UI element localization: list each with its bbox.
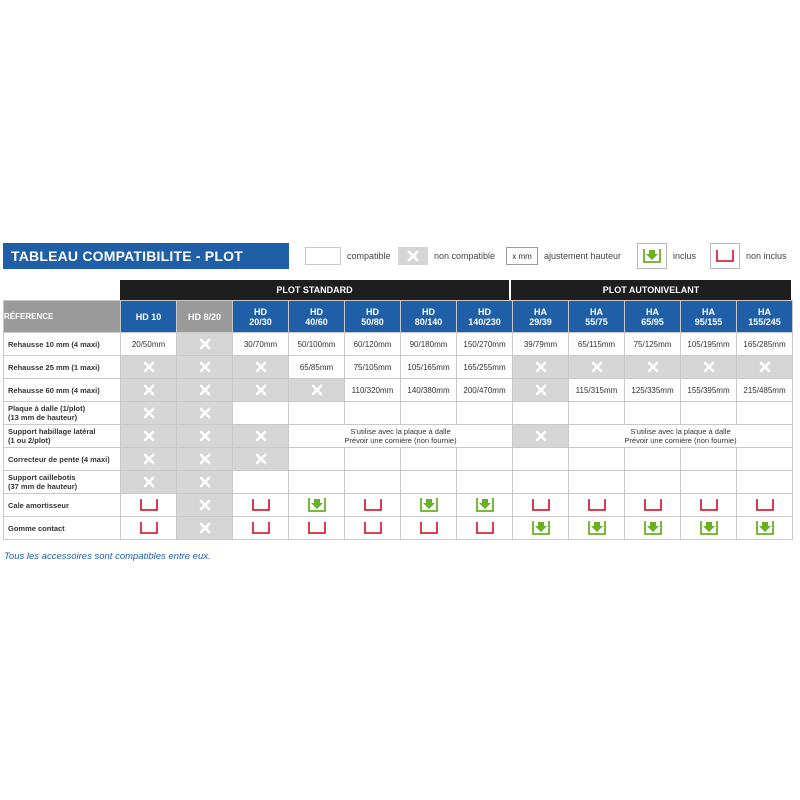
cross-icon [199, 453, 211, 465]
included-icon [531, 520, 551, 536]
cross-icon [255, 453, 267, 465]
non-compatible-cell [121, 402, 177, 425]
col-header [681, 301, 737, 333]
not-included-cell [513, 494, 569, 517]
not-included-icon [139, 498, 159, 512]
non-compatible-cell [121, 471, 177, 494]
cross-icon [199, 499, 211, 511]
row-label: Support caillebotis (37 mm de hauteur) [4, 471, 121, 494]
not-included-icon [139, 521, 159, 535]
non-compatible-cell [569, 356, 625, 379]
footer-note: Tous les accessoires sont compatibles entre eux. [4, 551, 211, 562]
reference-header: RÉFERENCE [4, 301, 121, 333]
table-cell [233, 471, 289, 494]
col-header-label: HD [254, 306, 267, 317]
col-header [625, 301, 681, 333]
cross-icon [591, 361, 603, 373]
non-compatible-cell [289, 379, 345, 402]
cross-icon [255, 430, 267, 442]
non-compatible-cell [177, 517, 233, 540]
col-header [289, 301, 345, 333]
cross-icon [199, 384, 211, 396]
non-compatible-cell [121, 379, 177, 402]
table-cell [289, 402, 345, 425]
table-cell: 105/195mm [681, 333, 737, 356]
included-cell [569, 517, 625, 540]
cross-icon [199, 476, 211, 488]
table-cell: 39/79mm [513, 333, 569, 356]
table-cell: 75/105mm [345, 356, 401, 379]
table-cell: 165/255mm [457, 356, 513, 379]
included-icon [419, 497, 439, 513]
included-cell [457, 494, 513, 517]
not-included-icon [643, 498, 663, 512]
non-compatible-cell [513, 379, 569, 402]
cross-icon [647, 361, 659, 373]
not-included-cell [289, 517, 345, 540]
col-header-sub: 140/230 [468, 316, 501, 327]
col-header [177, 301, 233, 333]
table-cell [737, 471, 793, 494]
included-cell [681, 517, 737, 540]
non-compatible-cell [177, 448, 233, 471]
table-cell: 215/485mm [737, 379, 793, 402]
legend-inclus [637, 243, 696, 269]
col-header-sub: 155/245 [748, 316, 781, 327]
col-header-sub: 29/39 [529, 316, 552, 327]
col-header [569, 301, 625, 333]
table-cell: 20/50mm [121, 333, 177, 356]
not-included-icon [251, 521, 271, 535]
table-cell: 65/115mm [569, 333, 625, 356]
table-cell: 140/380mm [401, 379, 457, 402]
table-cell [569, 402, 625, 425]
table-row [4, 402, 793, 425]
table-row [4, 356, 793, 379]
table-cell [401, 448, 457, 471]
col-header [457, 301, 513, 333]
table-cell [233, 402, 289, 425]
table-cell: 155/395mm [681, 379, 737, 402]
row-label: Rehausse 25 mm (1 maxi) [4, 356, 121, 379]
table-cell [401, 402, 457, 425]
legend-compatible-label: compatible [347, 251, 391, 261]
page-title: TABLEAU COMPATIBILITE - PLOT DALLE [3, 243, 289, 269]
not-included-icon [475, 521, 495, 535]
table-cell [345, 471, 401, 494]
included-cell [625, 517, 681, 540]
col-header [233, 301, 289, 333]
col-header-sub: 55/75 [585, 316, 608, 327]
table-cell [625, 448, 681, 471]
table-row [4, 517, 793, 540]
table-row [4, 471, 793, 494]
non-compatible-cell [177, 379, 233, 402]
table-cell [737, 402, 793, 425]
table-cell: 165/285mm [737, 333, 793, 356]
col-header-label: HD [422, 306, 435, 317]
table-cell [681, 448, 737, 471]
table-cell [513, 402, 569, 425]
table-cell: 200/470mm [457, 379, 513, 402]
non-compatible-cell [177, 425, 233, 448]
cross-icon [703, 361, 715, 373]
row-label: Plaque à dalle (1/plot) (13 mm de hauteur) [4, 402, 121, 425]
table-cell [401, 471, 457, 494]
table-cell: 90/180mm [401, 333, 457, 356]
legend-ajustement [506, 247, 621, 265]
cross-icon [199, 430, 211, 442]
inclus-swatch [637, 243, 667, 269]
cross-icon [535, 384, 547, 396]
not-included-cell [625, 494, 681, 517]
row-label: Cale amortisseur [4, 494, 121, 517]
not-included-icon [755, 498, 775, 512]
table-cell [345, 402, 401, 425]
included-icon [643, 520, 663, 536]
cross-icon [143, 384, 155, 396]
not-included-cell [233, 517, 289, 540]
non-compatible-swatch [398, 247, 428, 265]
not-included-icon [363, 498, 383, 512]
included-icon [699, 520, 719, 536]
non-compatible-cell [233, 356, 289, 379]
group-plot-standard: PLOT STANDARD [120, 280, 509, 300]
table-row [4, 494, 793, 517]
col-header [737, 301, 793, 333]
not-included-icon [307, 521, 327, 535]
non-compatible-cell [233, 448, 289, 471]
included-cell [513, 517, 569, 540]
non-compatible-cell [121, 425, 177, 448]
cross-icon [311, 384, 323, 396]
standard-note-cell: S'utilise avec la plaque à dalle Prévoir une cornière (non fournie) [289, 425, 513, 448]
non-compatible-cell [625, 356, 681, 379]
table-cell: 115/315mm [569, 379, 625, 402]
cross-icon [407, 250, 419, 262]
table-cell [289, 471, 345, 494]
included-icon [587, 520, 607, 536]
non-compatible-cell [121, 448, 177, 471]
compatible-swatch [305, 247, 341, 265]
cross-icon [199, 522, 211, 534]
legend-non-inclus [710, 243, 787, 269]
table-cell [681, 471, 737, 494]
table-cell [513, 471, 569, 494]
col-header-label: HD 8/20 [187, 311, 222, 322]
table-cell [457, 448, 513, 471]
non-compatible-cell [121, 356, 177, 379]
non-compatible-cell [233, 425, 289, 448]
table-cell [569, 448, 625, 471]
non-compatible-cell [681, 356, 737, 379]
col-header-label: HD [478, 306, 491, 317]
table-cell [625, 402, 681, 425]
cross-icon [143, 361, 155, 373]
table-cell: 150/270mm [457, 333, 513, 356]
table-row [4, 379, 793, 402]
not-included-cell [121, 494, 177, 517]
table-cell [513, 448, 569, 471]
legend-non-inclus-label: non inclus [746, 251, 787, 261]
row-label: Gomme contact [4, 517, 121, 540]
table-cell [569, 471, 625, 494]
xmm-box: x mm [506, 247, 538, 265]
row-label: Rehausse 60 mm (4 maxi) [4, 379, 121, 402]
legend [0, 242, 800, 272]
cross-icon [199, 407, 211, 419]
table-cell: 75/125mm [625, 333, 681, 356]
legend-non-compatible [398, 247, 495, 265]
cross-icon [535, 430, 547, 442]
not-included-cell [681, 494, 737, 517]
col-header-label: HA [702, 306, 715, 317]
row-label: Support habillage latéral (1 ou 2/plot) [4, 425, 121, 448]
not-included-icon [699, 498, 719, 512]
row-label: Rehausse 10 mm (4 maxi) [4, 333, 121, 356]
not-included-cell [121, 517, 177, 540]
col-header-sub: 65/95 [641, 316, 664, 327]
col-header-label: HA [590, 306, 603, 317]
table-cell [289, 448, 345, 471]
not-included-cell [345, 494, 401, 517]
not-included-cell [569, 494, 625, 517]
table-cell: 110/320mm [345, 379, 401, 402]
col-header-label: HD [366, 306, 379, 317]
cross-icon [255, 384, 267, 396]
legend-ajustement-label: ajustement hauteur [544, 251, 622, 261]
cross-icon [143, 476, 155, 488]
non-inclus-swatch [710, 243, 740, 269]
table-row [4, 448, 793, 471]
col-header [513, 301, 569, 333]
included-cell [401, 494, 457, 517]
non-compatible-cell [177, 333, 233, 356]
legend-compatible [305, 247, 391, 265]
cross-icon [199, 361, 211, 373]
non-compatible-cell [177, 356, 233, 379]
row-label: Correcteur de pente (4 maxi) [4, 448, 121, 471]
included-cell [737, 517, 793, 540]
table-cell: 125/335mm [625, 379, 681, 402]
cross-icon [143, 453, 155, 465]
non-compatible-cell [233, 379, 289, 402]
not-included-cell [457, 517, 513, 540]
included-icon [642, 248, 662, 264]
not-included-cell [737, 494, 793, 517]
col-header [121, 301, 177, 333]
group-plot-autonivelant: PLOT AUTONIVELANT [511, 280, 791, 300]
table-cell [457, 402, 513, 425]
legend-non-compatible-label: non compatible [434, 251, 496, 261]
table-cell [457, 471, 513, 494]
table-cell: 105/165mm [401, 356, 457, 379]
included-cell [289, 494, 345, 517]
not-included-icon [715, 249, 735, 263]
not-included-icon [419, 521, 439, 535]
table-row [4, 425, 793, 448]
cross-icon [199, 338, 211, 350]
col-header-sub: 40/60 [305, 316, 328, 327]
col-header [401, 301, 457, 333]
col-header-sub: 50/80 [361, 316, 384, 327]
not-included-cell [401, 517, 457, 540]
col-header [345, 301, 401, 333]
table-cell: 60/120mm [345, 333, 401, 356]
legend-inclus-label: inclus [673, 251, 697, 261]
non-compatible-cell [737, 356, 793, 379]
non-compatible-cell [513, 356, 569, 379]
not-included-icon [251, 498, 271, 512]
table-cell [345, 448, 401, 471]
included-icon [755, 520, 775, 536]
cross-icon [143, 407, 155, 419]
table-cell [737, 448, 793, 471]
col-header-sub: 80/140 [414, 316, 443, 327]
table-row [4, 333, 793, 356]
col-header-sub: 95/155 [694, 316, 723, 327]
compatibility-table [3, 300, 793, 540]
not-included-icon [531, 498, 551, 512]
col-header-label: HD [310, 306, 323, 317]
col-header-label: HA [534, 306, 547, 317]
table-cell: 30/70mm [233, 333, 289, 356]
autonivelant-note-cell: S'utilise avec la plaque à dalle Prévoir une cornière (non fournie) [569, 425, 793, 448]
table-cell [625, 471, 681, 494]
table-cell: 50/100mm [289, 333, 345, 356]
table-cell: 65/85mm [289, 356, 345, 379]
cross-icon [759, 361, 771, 373]
col-header-sub: 20/30 [249, 316, 272, 327]
cross-icon [143, 430, 155, 442]
table-cell [681, 402, 737, 425]
col-header-label: HD 10 [135, 311, 162, 322]
not-included-cell [233, 494, 289, 517]
included-icon [307, 497, 327, 513]
cross-icon [535, 361, 547, 373]
col-header-label: HA [758, 306, 771, 317]
not-included-cell [345, 517, 401, 540]
non-compatible-cell [513, 425, 569, 448]
non-compatible-cell [177, 494, 233, 517]
included-icon [475, 497, 495, 513]
not-included-icon [587, 498, 607, 512]
non-compatible-cell [177, 402, 233, 425]
cross-icon [255, 361, 267, 373]
not-included-icon [363, 521, 383, 535]
col-header-label: HA [646, 306, 659, 317]
non-compatible-cell [177, 471, 233, 494]
